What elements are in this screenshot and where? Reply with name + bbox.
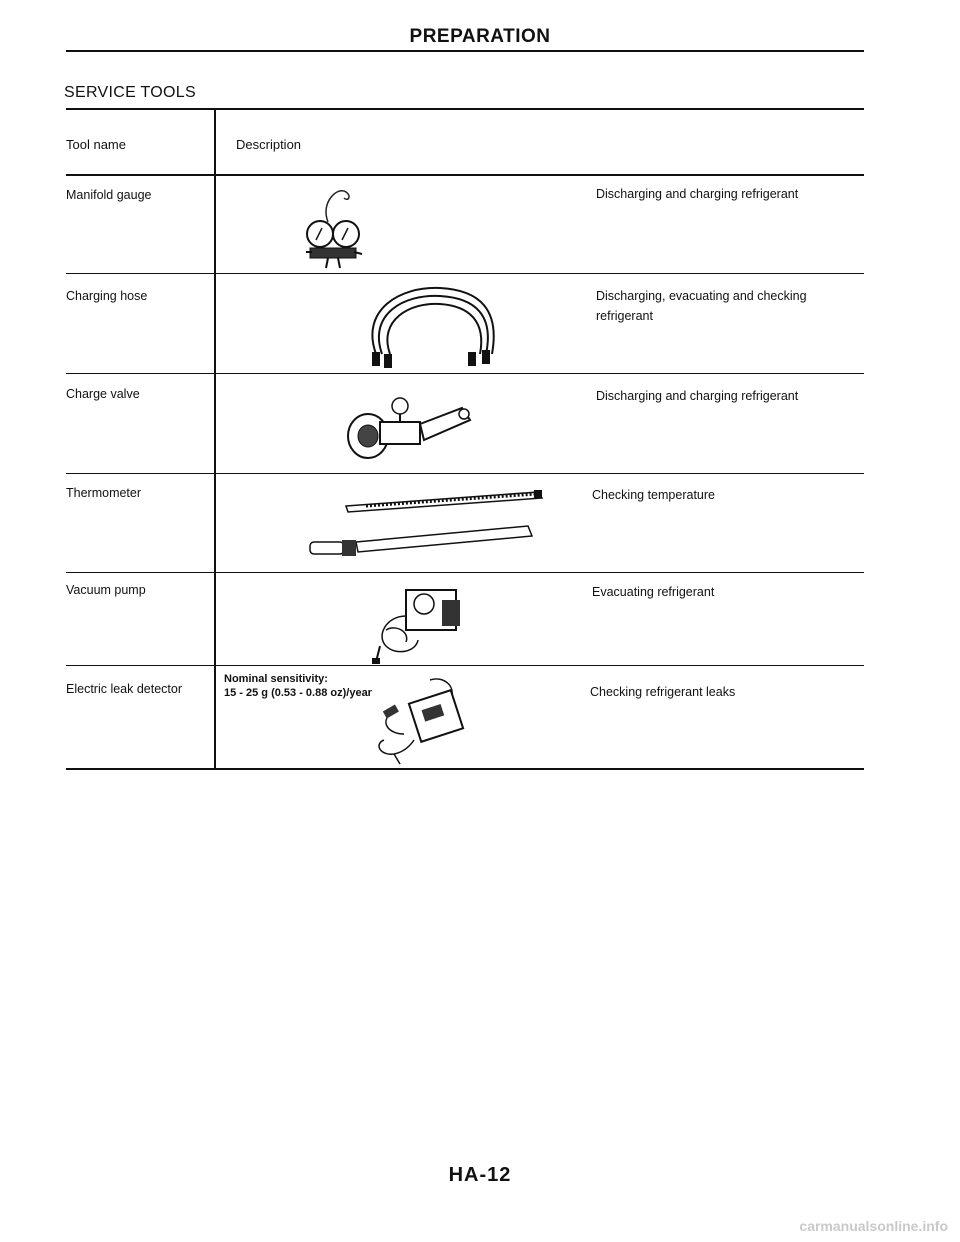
tool-name: Electric leak detector xyxy=(66,682,183,696)
thermometer-icon xyxy=(306,480,546,560)
header-rule xyxy=(66,174,864,176)
page-title: PREPARATION xyxy=(409,26,551,47)
page-number: HA-12 xyxy=(448,1164,512,1186)
charging-hose-icon xyxy=(360,280,510,372)
row-separator xyxy=(66,373,864,374)
tool-description: Checking temperature xyxy=(592,488,715,502)
note-line-1: Nominal sensitivity: xyxy=(224,673,328,685)
tool-description: Discharging, evacuating and checking refrigerant xyxy=(596,289,807,323)
title-rule xyxy=(66,50,864,52)
header-tool-name: Tool name xyxy=(66,137,126,152)
tool-description: Discharging and charging refrigerant xyxy=(596,389,799,403)
column-divider xyxy=(214,110,216,768)
row-separator xyxy=(66,473,864,474)
manifold-gauge-icon xyxy=(298,182,368,272)
leak-detector-icon xyxy=(370,674,470,766)
tool-name: Thermometer xyxy=(66,486,142,500)
tool-name: Charge valve xyxy=(66,387,140,401)
table-bottom-rule xyxy=(66,768,864,770)
row-separator xyxy=(66,572,864,573)
watermark: carmanualsonline.info xyxy=(799,1218,948,1234)
tool-name: Vacuum pump xyxy=(66,583,146,597)
tool-description: Discharging and charging refrigerant xyxy=(596,187,799,201)
nominal-sensitivity-note xyxy=(224,672,372,700)
header-description: Description xyxy=(236,137,302,152)
section-title: SERVICE TOOLS xyxy=(64,84,196,101)
tool-description: Checking refrigerant leaks xyxy=(590,685,736,699)
tool-name: Charging hose xyxy=(66,289,148,303)
tool-name: Manifold gauge xyxy=(66,188,152,202)
row-separator xyxy=(66,273,864,274)
charge-valve-icon xyxy=(338,384,480,470)
vacuum-pump-icon xyxy=(366,576,466,668)
tool-description: Evacuating refrigerant xyxy=(592,585,715,599)
note-line-2: 15 - 25 g (0.53 - 0.88 oz)/year xyxy=(224,687,372,699)
table-top-rule xyxy=(66,108,864,110)
